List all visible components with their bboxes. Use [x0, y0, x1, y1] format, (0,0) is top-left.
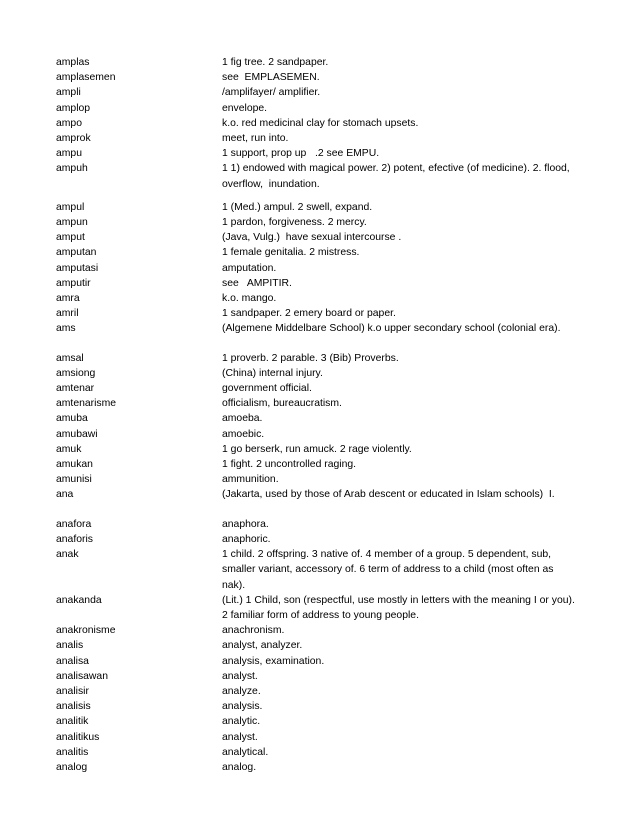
headword: amplas	[56, 57, 90, 68]
headword: ampun	[56, 217, 88, 229]
headword: amtenarisme	[56, 398, 117, 410]
definition: (Algemene Middelbare School) k.o upper secondary school (colonial era).	[222, 323, 561, 335]
entry-row	[56, 684, 576, 699]
entry-list	[56, 55, 581, 775]
definition: analyst.	[222, 670, 258, 682]
definition: 1 fight. 2 uncontrolled raging.	[222, 459, 357, 471]
headword: analitis	[56, 746, 89, 758]
definition: (China) internal injury.	[222, 367, 323, 379]
definition: (Jakarta, used by those of Arab descent or educated in Islam schools) I.	[222, 489, 555, 501]
definition: anaphoric.	[222, 533, 271, 545]
headword: amtenar	[56, 383, 95, 395]
definition: amoebic.	[222, 428, 265, 440]
headword: amuk	[56, 443, 82, 455]
headword: anaforis	[56, 533, 93, 545]
headword: amra	[56, 293, 80, 305]
definition: k.o. mango.	[222, 293, 277, 305]
entry-row	[56, 215, 576, 230]
definition: 1 go berserk, run amuck. 2 rage violently.	[222, 443, 412, 455]
entry-row	[56, 321, 576, 336]
definition: see EMPLASEMEN.	[222, 72, 320, 84]
definition: envelope.	[222, 102, 268, 114]
entry-row	[56, 381, 576, 396]
entry-row	[56, 547, 576, 593]
definition: 1 sandpaper. 2 emery board or paper.	[222, 308, 396, 320]
entry-row	[56, 638, 576, 653]
entry-row	[56, 517, 576, 532]
entry-row	[56, 261, 576, 276]
headword: amuba	[56, 413, 88, 425]
entry-row	[56, 730, 576, 745]
entry-row	[56, 411, 576, 426]
definition: amoeba.	[222, 413, 263, 425]
entry-row	[56, 487, 576, 502]
entry-row	[56, 699, 576, 714]
definition: analyze.	[222, 685, 261, 697]
entry-row	[56, 161, 576, 191]
headword: amril	[56, 308, 79, 320]
headword: amplasemen	[56, 72, 116, 84]
headword: anakronisme	[56, 625, 116, 637]
headword: anak	[56, 549, 79, 561]
entry-row	[56, 55, 576, 70]
headword: amubawi	[56, 428, 98, 440]
headword: amplop	[56, 102, 91, 114]
headword: analisir	[56, 685, 89, 697]
entry-row	[56, 200, 576, 215]
definition: anachronism.	[222, 625, 285, 637]
entry-row	[56, 245, 576, 260]
entry-row	[56, 351, 576, 366]
definition: ammunition.	[222, 474, 279, 486]
entry-row	[56, 85, 576, 100]
headword: amputir	[56, 277, 91, 289]
headword: amsiong	[56, 367, 96, 379]
headword: ampli	[56, 87, 81, 99]
entry-row	[56, 276, 576, 291]
headword: analisawan	[56, 670, 108, 682]
entry-row	[56, 654, 576, 669]
entry-row	[56, 116, 576, 131]
definition: analysis.	[222, 701, 263, 713]
headword: amputan	[56, 247, 97, 259]
headword: analis	[56, 640, 84, 652]
headword: anafora	[56, 518, 92, 530]
headword: ampul	[56, 201, 85, 213]
definition: analyst.	[222, 731, 258, 743]
headword: analog	[56, 761, 88, 773]
definition: see AMPITIR.	[222, 277, 292, 289]
definition: officialism, bureaucratism.	[222, 398, 342, 410]
definition: 1 pardon, forgiveness. 2 mercy.	[222, 217, 367, 229]
definition: analyst, analyzer.	[222, 640, 303, 652]
headword: analisa	[56, 655, 89, 667]
headword: amukan	[56, 459, 93, 471]
entry-row	[56, 442, 576, 457]
entry-row	[56, 146, 576, 161]
headword: ampo	[56, 117, 82, 129]
definition: anaphora.	[222, 518, 269, 530]
definition: analytical.	[222, 746, 269, 758]
definition: (Java, Vulg.) have sexual intercourse .	[222, 232, 402, 244]
entry-row	[56, 457, 576, 472]
entry-row	[56, 623, 576, 638]
entry-row	[56, 101, 576, 116]
entry-row	[56, 291, 576, 306]
headword: anakanda	[56, 594, 102, 606]
headword: ams	[56, 323, 76, 335]
headword: ampuh	[56, 163, 88, 175]
definition: meet, run into.	[222, 133, 289, 145]
headword: ana	[56, 489, 74, 501]
headword: amput	[56, 232, 85, 244]
entry-row	[56, 70, 576, 85]
entry-row	[56, 593, 581, 623]
headword: analisis	[56, 701, 91, 713]
entry-row	[56, 714, 576, 729]
headword: amunisi	[56, 474, 92, 486]
headword: amsal	[56, 352, 84, 364]
definition: 1 (Med.) ampul. 2 swell, expand.	[222, 201, 373, 213]
entry-row	[56, 306, 576, 321]
entry-row	[56, 532, 576, 547]
definition: 1 fig tree. 2 sandpaper.	[222, 57, 329, 68]
definition: (Lit.) 1 Child, son (respectful, use mostly in letters with the meaning I or you). 2 familiar form of address to young people.	[222, 594, 581, 621]
definition: government official.	[222, 383, 312, 395]
entry-row	[56, 366, 576, 381]
definition: 1 female genitalia. 2 mistress.	[222, 247, 360, 259]
definition: 1 1) endowed with magical power. 2) potent, efective (of medicine). 2. flood, overflow, inundation.	[222, 163, 573, 190]
headword: analitik	[56, 716, 89, 728]
definition: 1 child. 2 offspring. 3 native of. 4 member of a group. 5 dependent, sub, smaller variant, accessory of. 6 term of address to a child (most often as nak).	[222, 549, 557, 591]
entry-row	[56, 745, 576, 760]
definition: k.o. red medicinal clay for stomach upsets.	[222, 117, 419, 129]
entry-row	[56, 760, 576, 775]
entry-row	[56, 396, 576, 411]
definition: analog.	[222, 761, 257, 773]
definition: /amplifayer/ amplifier.	[222, 87, 321, 99]
entry-row	[56, 669, 576, 684]
entry-row	[56, 230, 576, 245]
definition: analytic.	[222, 716, 261, 728]
entry-row	[56, 472, 576, 487]
headword: amprok	[56, 133, 91, 145]
definition: amputation.	[222, 262, 277, 274]
headword: analitikus	[56, 731, 100, 743]
definition: analysis, examination.	[222, 655, 325, 667]
definition: 1 support, prop up .2 see EMPU.	[222, 148, 380, 160]
headword: amputasi	[56, 262, 99, 274]
entry-row	[56, 427, 576, 442]
definition: 1 proverb. 2 parable. 3 (Bib) Proverbs.	[222, 352, 399, 364]
headword: ampu	[56, 148, 82, 160]
entry-row	[56, 131, 576, 146]
